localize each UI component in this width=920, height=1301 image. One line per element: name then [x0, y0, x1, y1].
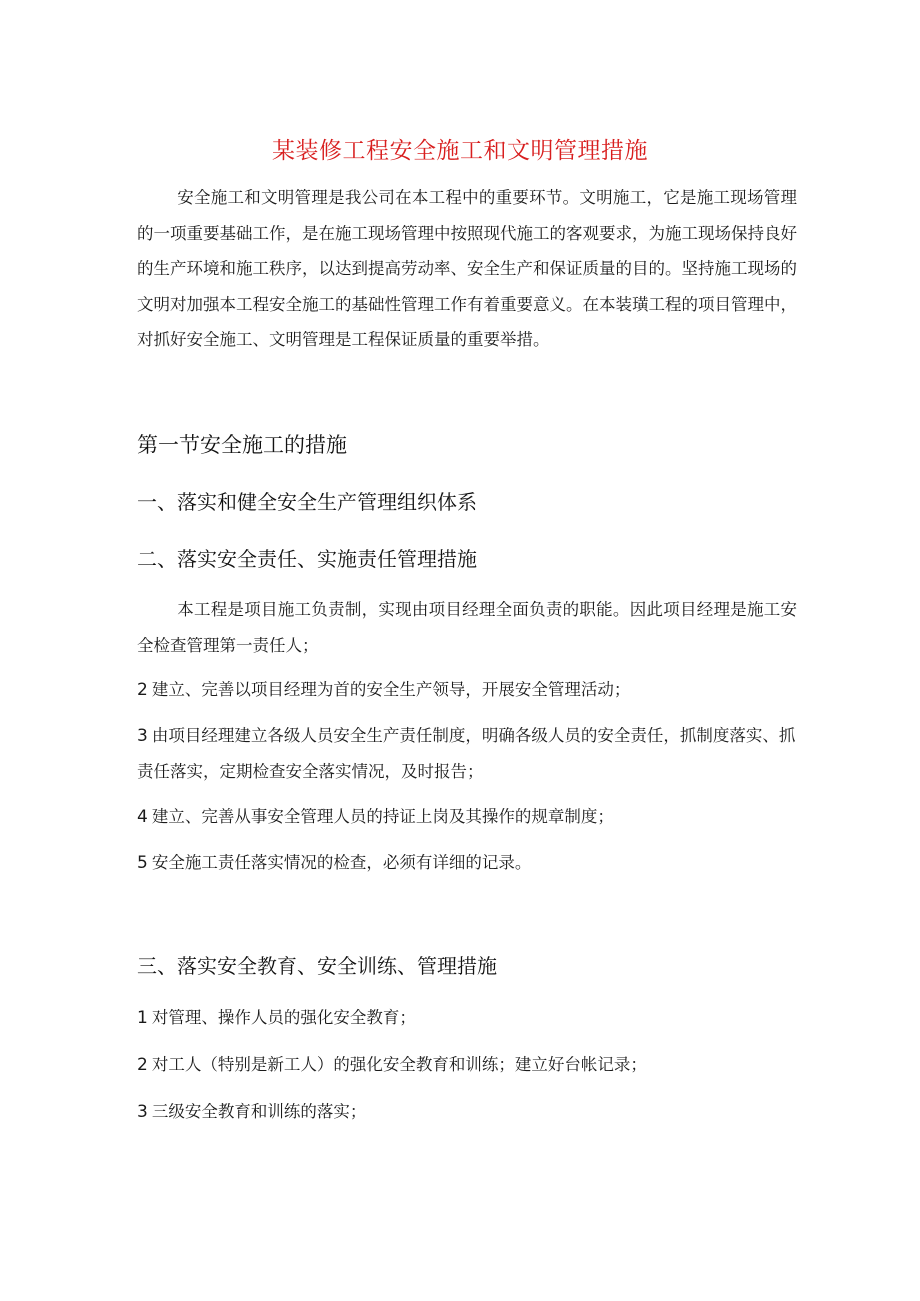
list-item-text: 建立、完善以项目经理为首的安全生产领导，开展安全管理活动； [151, 680, 631, 699]
subsection-2-text: 本工程是项目施工负责制，实现由项目经理全面负责的职能。因此项目经理是施工安全检查管理第一责任人； [137, 600, 797, 655]
list-item-number: 2 [137, 680, 148, 700]
intro-text: 安全施工和文明管理是我公司在本工程中的重要环节。文明施工，它是施工现场管理的一项重要基础工作，是在施工现场管理中按照现代施工的客观要求，为施工现场保持良好的生产环境和施工秩序，以达到提高劳动率、安全生产和保证质量的目的。坚持施工现场的文明对加强本工程安全施工的基础性管理工作有着重要意义。在本装璜工程的项目管理中，对抓好安全施工、文明管理是工程保证质量的重要举措。 [137, 188, 797, 349]
list-item [137, 799, 807, 835]
section-heading: 第一节安全施工的措施 [137, 433, 347, 457]
list-item [137, 1000, 807, 1036]
subsection-heading-3: 三、落实安全教育、安全训练、管理措施 [137, 954, 497, 978]
list-item-number: 2 [137, 1055, 148, 1075]
list-item-number: 4 [137, 807, 148, 827]
list-item [137, 1094, 807, 1130]
list-item-number: 1 [137, 1008, 148, 1028]
list-item [137, 718, 807, 789]
list-item-text: 由项目经理建立各级人员安全生产责任制度，明确各级人员的安全责任，抓制度落实、抓责任落实，定期检查安全落实情况，及时报告； [137, 726, 796, 781]
list-item-text: 对管理、操作人员的强化安全教育； [151, 1008, 416, 1027]
list-item-number: 3 [137, 1102, 148, 1122]
list-item-number: 5 [137, 853, 148, 873]
list-item-text: 安全施工责任落实情况的检查，必须有详细的记录。 [151, 853, 532, 872]
subsection-2-paragraph [137, 592, 797, 663]
list-item [137, 672, 807, 708]
list-item-text: 三级安全教育和训练的落实； [151, 1102, 367, 1121]
list-item [137, 845, 807, 881]
subsection-heading-1: 一、落实和健全安全生产管理组织体系 [137, 490, 477, 514]
list-item [137, 1047, 807, 1083]
list-item-number: 3 [137, 726, 148, 746]
subsection-heading-2: 二、落实安全责任、实施责任管理措施 [137, 547, 477, 571]
list-item-text: 对工人（特别是新工人）的强化安全教育和训练；建立好台帐记录； [151, 1055, 647, 1074]
document-title: 某装修工程安全施工和文明管理措施 [272, 138, 648, 164]
list-item-text: 建立、完善从事安全管理人员的持证上岗及其操作的规章制度； [151, 807, 614, 826]
intro-paragraph [137, 180, 797, 358]
